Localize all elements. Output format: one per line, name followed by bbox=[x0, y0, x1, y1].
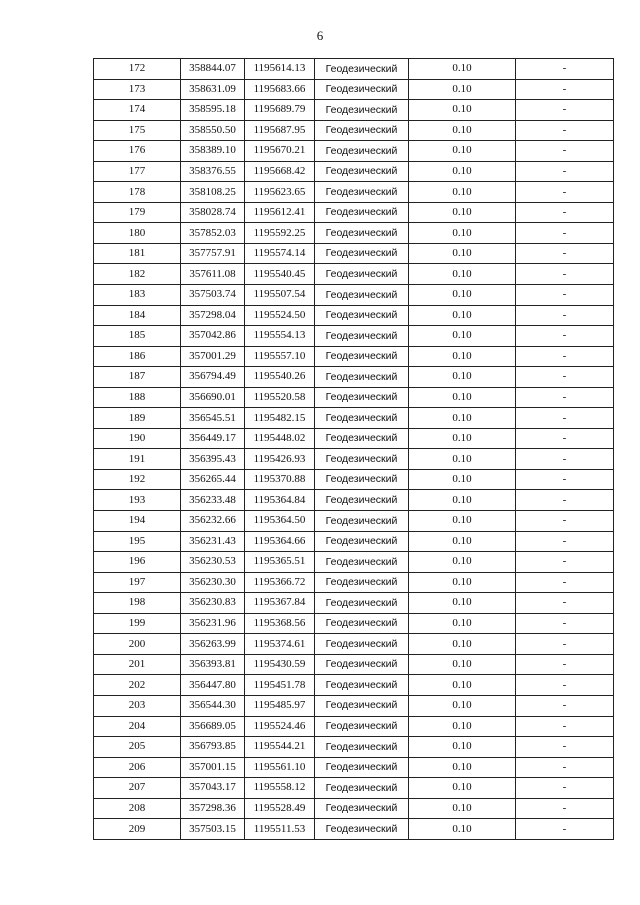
point-number-cell: 174 bbox=[94, 100, 181, 121]
x-coordinate-cell: 357298.04 bbox=[181, 305, 245, 326]
accuracy-cell: 0.10 bbox=[409, 757, 516, 778]
method-cell: Геодезический bbox=[315, 79, 409, 100]
note-cell: - bbox=[516, 243, 614, 264]
table-row bbox=[94, 285, 614, 306]
y-coordinate-cell: 1195374.61 bbox=[245, 634, 315, 655]
note-cell: - bbox=[516, 100, 614, 121]
point-number-cell: 206 bbox=[94, 757, 181, 778]
method-cell: Геодезический bbox=[315, 716, 409, 737]
point-number-cell: 199 bbox=[94, 613, 181, 634]
note-cell: - bbox=[516, 428, 614, 449]
x-coordinate-cell: 356230.53 bbox=[181, 552, 245, 573]
y-coordinate-cell: 1195689.79 bbox=[245, 100, 315, 121]
accuracy-cell: 0.10 bbox=[409, 326, 516, 347]
y-coordinate-cell: 1195668.42 bbox=[245, 161, 315, 182]
x-coordinate-cell: 356544.30 bbox=[181, 695, 245, 716]
method-cell: Геодезический bbox=[315, 141, 409, 162]
note-cell: - bbox=[516, 182, 614, 203]
accuracy-cell: 0.10 bbox=[409, 572, 516, 593]
method-cell: Геодезический bbox=[315, 264, 409, 285]
y-coordinate-cell: 1195540.45 bbox=[245, 264, 315, 285]
coordinates-table bbox=[93, 58, 614, 840]
point-number-cell: 183 bbox=[94, 285, 181, 306]
method-cell: Геодезический bbox=[315, 326, 409, 347]
point-number-cell: 173 bbox=[94, 79, 181, 100]
note-cell: - bbox=[516, 120, 614, 141]
method-cell: Геодезический bbox=[315, 757, 409, 778]
accuracy-cell: 0.10 bbox=[409, 243, 516, 264]
method-cell: Геодезический bbox=[315, 161, 409, 182]
accuracy-cell: 0.10 bbox=[409, 593, 516, 614]
point-number-cell: 176 bbox=[94, 141, 181, 162]
accuracy-cell: 0.10 bbox=[409, 552, 516, 573]
accuracy-cell: 0.10 bbox=[409, 223, 516, 244]
point-number-cell: 191 bbox=[94, 449, 181, 470]
y-coordinate-cell: 1195364.66 bbox=[245, 531, 315, 552]
note-cell: - bbox=[516, 695, 614, 716]
table-row bbox=[94, 593, 614, 614]
method-cell: Геодезический bbox=[315, 182, 409, 203]
table-row bbox=[94, 449, 614, 470]
note-cell: - bbox=[516, 387, 614, 408]
y-coordinate-cell: 1195683.66 bbox=[245, 79, 315, 100]
method-cell: Геодезический bbox=[315, 613, 409, 634]
x-coordinate-cell: 357042.86 bbox=[181, 326, 245, 347]
table-row bbox=[94, 757, 614, 778]
page-number: 6 bbox=[316, 28, 324, 43]
point-number-cell: 194 bbox=[94, 511, 181, 532]
y-coordinate-cell: 1195511.53 bbox=[245, 819, 315, 840]
note-cell: - bbox=[516, 552, 614, 573]
y-coordinate-cell: 1195540.26 bbox=[245, 367, 315, 388]
y-coordinate-cell: 1195592.25 bbox=[245, 223, 315, 244]
note-cell: - bbox=[516, 79, 614, 100]
x-coordinate-cell: 358631.09 bbox=[181, 79, 245, 100]
point-number-cell: 177 bbox=[94, 161, 181, 182]
method-cell: Геодезический bbox=[315, 798, 409, 819]
x-coordinate-cell: 356447.80 bbox=[181, 675, 245, 696]
x-coordinate-cell: 356689.05 bbox=[181, 716, 245, 737]
table-row bbox=[94, 613, 614, 634]
point-number-cell: 203 bbox=[94, 695, 181, 716]
note-cell: - bbox=[516, 346, 614, 367]
method-cell: Геодезический bbox=[315, 778, 409, 799]
table-row bbox=[94, 654, 614, 675]
point-number-cell: 188 bbox=[94, 387, 181, 408]
table-row bbox=[94, 469, 614, 490]
x-coordinate-cell: 357503.15 bbox=[181, 819, 245, 840]
method-cell: Геодезический bbox=[315, 819, 409, 840]
y-coordinate-cell: 1195524.50 bbox=[245, 305, 315, 326]
accuracy-cell: 0.10 bbox=[409, 79, 516, 100]
note-cell: - bbox=[516, 634, 614, 655]
table-row bbox=[94, 716, 614, 737]
x-coordinate-cell: 356231.96 bbox=[181, 613, 245, 634]
table-row bbox=[94, 161, 614, 182]
table-row bbox=[94, 737, 614, 758]
method-cell: Геодезический bbox=[315, 305, 409, 326]
x-coordinate-cell: 357503.74 bbox=[181, 285, 245, 306]
method-cell: Геодезический bbox=[315, 285, 409, 306]
method-cell: Геодезический bbox=[315, 346, 409, 367]
accuracy-cell: 0.10 bbox=[409, 428, 516, 449]
table-row bbox=[94, 387, 614, 408]
note-cell: - bbox=[516, 593, 614, 614]
y-coordinate-cell: 1195482.15 bbox=[245, 408, 315, 429]
table-row bbox=[94, 243, 614, 264]
y-coordinate-cell: 1195554.13 bbox=[245, 326, 315, 347]
accuracy-cell: 0.10 bbox=[409, 798, 516, 819]
x-coordinate-cell: 356233.48 bbox=[181, 490, 245, 511]
table-row bbox=[94, 202, 614, 223]
table-row bbox=[94, 428, 614, 449]
method-cell: Геодезический bbox=[315, 593, 409, 614]
table-row bbox=[94, 634, 614, 655]
point-number-cell: 200 bbox=[94, 634, 181, 655]
y-coordinate-cell: 1195558.12 bbox=[245, 778, 315, 799]
y-coordinate-cell: 1195507.54 bbox=[245, 285, 315, 306]
accuracy-cell: 0.10 bbox=[409, 634, 516, 655]
table-row bbox=[94, 819, 614, 840]
x-coordinate-cell: 356230.83 bbox=[181, 593, 245, 614]
accuracy-cell: 0.10 bbox=[409, 161, 516, 182]
x-coordinate-cell: 356690.01 bbox=[181, 387, 245, 408]
note-cell: - bbox=[516, 367, 614, 388]
x-coordinate-cell: 356265.44 bbox=[181, 469, 245, 490]
note-cell: - bbox=[516, 223, 614, 244]
x-coordinate-cell: 358550.50 bbox=[181, 120, 245, 141]
table-row bbox=[94, 572, 614, 593]
x-coordinate-cell: 356263.99 bbox=[181, 634, 245, 655]
note-cell: - bbox=[516, 202, 614, 223]
note-cell: - bbox=[516, 675, 614, 696]
point-number-cell: 186 bbox=[94, 346, 181, 367]
x-coordinate-cell: 357852.03 bbox=[181, 223, 245, 244]
note-cell: - bbox=[516, 757, 614, 778]
accuracy-cell: 0.10 bbox=[409, 182, 516, 203]
point-number-cell: 181 bbox=[94, 243, 181, 264]
x-coordinate-cell: 358844.07 bbox=[181, 59, 245, 80]
accuracy-cell: 0.10 bbox=[409, 387, 516, 408]
point-number-cell: 205 bbox=[94, 737, 181, 758]
accuracy-cell: 0.10 bbox=[409, 264, 516, 285]
note-cell: - bbox=[516, 141, 614, 162]
table-row bbox=[94, 120, 614, 141]
method-cell: Геодезический bbox=[315, 695, 409, 716]
table-row bbox=[94, 675, 614, 696]
accuracy-cell: 0.10 bbox=[409, 285, 516, 306]
table-row bbox=[94, 182, 614, 203]
table-row bbox=[94, 490, 614, 511]
note-cell: - bbox=[516, 161, 614, 182]
table-row bbox=[94, 511, 614, 532]
table-row bbox=[94, 346, 614, 367]
y-coordinate-cell: 1195614.13 bbox=[245, 59, 315, 80]
point-number-cell: 185 bbox=[94, 326, 181, 347]
method-cell: Геодезический bbox=[315, 572, 409, 593]
method-cell: Геодезический bbox=[315, 737, 409, 758]
table-row bbox=[94, 100, 614, 121]
note-cell: - bbox=[516, 716, 614, 737]
table-row bbox=[94, 79, 614, 100]
x-coordinate-cell: 358595.18 bbox=[181, 100, 245, 121]
x-coordinate-cell: 358376.55 bbox=[181, 161, 245, 182]
method-cell: Геодезический bbox=[315, 243, 409, 264]
method-cell: Геодезический bbox=[315, 202, 409, 223]
x-coordinate-cell: 357001.29 bbox=[181, 346, 245, 367]
point-number-cell: 207 bbox=[94, 778, 181, 799]
point-number-cell: 204 bbox=[94, 716, 181, 737]
method-cell: Геодезический bbox=[315, 100, 409, 121]
accuracy-cell: 0.10 bbox=[409, 737, 516, 758]
accuracy-cell: 0.10 bbox=[409, 531, 516, 552]
y-coordinate-cell: 1195366.72 bbox=[245, 572, 315, 593]
method-cell: Геодезический bbox=[315, 408, 409, 429]
x-coordinate-cell: 356232.66 bbox=[181, 511, 245, 532]
y-coordinate-cell: 1195485.97 bbox=[245, 695, 315, 716]
coordinates-table-body bbox=[94, 59, 614, 840]
method-cell: Геодезический bbox=[315, 59, 409, 80]
note-cell: - bbox=[516, 264, 614, 285]
x-coordinate-cell: 356793.85 bbox=[181, 737, 245, 758]
x-coordinate-cell: 358389.10 bbox=[181, 141, 245, 162]
y-coordinate-cell: 1195368.56 bbox=[245, 613, 315, 634]
note-cell: - bbox=[516, 326, 614, 347]
accuracy-cell: 0.10 bbox=[409, 100, 516, 121]
point-number-cell: 178 bbox=[94, 182, 181, 203]
point-number-cell: 208 bbox=[94, 798, 181, 819]
accuracy-cell: 0.10 bbox=[409, 305, 516, 326]
accuracy-cell: 0.10 bbox=[409, 202, 516, 223]
point-number-cell: 182 bbox=[94, 264, 181, 285]
note-cell: - bbox=[516, 469, 614, 490]
method-cell: Геодезический bbox=[315, 449, 409, 470]
accuracy-cell: 0.10 bbox=[409, 449, 516, 470]
point-number-cell: 197 bbox=[94, 572, 181, 593]
point-number-cell: 193 bbox=[94, 490, 181, 511]
accuracy-cell: 0.10 bbox=[409, 778, 516, 799]
note-cell: - bbox=[516, 511, 614, 532]
note-cell: - bbox=[516, 654, 614, 675]
point-number-cell: 195 bbox=[94, 531, 181, 552]
point-number-cell: 175 bbox=[94, 120, 181, 141]
note-cell: - bbox=[516, 613, 614, 634]
accuracy-cell: 0.10 bbox=[409, 675, 516, 696]
point-number-cell: 198 bbox=[94, 593, 181, 614]
method-cell: Геодезический bbox=[315, 428, 409, 449]
accuracy-cell: 0.10 bbox=[409, 408, 516, 429]
table-row bbox=[94, 326, 614, 347]
x-coordinate-cell: 358108.25 bbox=[181, 182, 245, 203]
x-coordinate-cell: 357757.91 bbox=[181, 243, 245, 264]
table-row bbox=[94, 305, 614, 326]
point-number-cell: 201 bbox=[94, 654, 181, 675]
point-number-cell: 202 bbox=[94, 675, 181, 696]
accuracy-cell: 0.10 bbox=[409, 346, 516, 367]
table-row bbox=[94, 695, 614, 716]
y-coordinate-cell: 1195623.65 bbox=[245, 182, 315, 203]
table-row bbox=[94, 778, 614, 799]
point-number-cell: 180 bbox=[94, 223, 181, 244]
y-coordinate-cell: 1195448.02 bbox=[245, 428, 315, 449]
note-cell: - bbox=[516, 531, 614, 552]
point-number-cell: 192 bbox=[94, 469, 181, 490]
y-coordinate-cell: 1195370.88 bbox=[245, 469, 315, 490]
y-coordinate-cell: 1195528.49 bbox=[245, 798, 315, 819]
accuracy-cell: 0.10 bbox=[409, 695, 516, 716]
point-number-cell: 190 bbox=[94, 428, 181, 449]
x-coordinate-cell: 356794.49 bbox=[181, 367, 245, 388]
x-coordinate-cell: 356231.43 bbox=[181, 531, 245, 552]
note-cell: - bbox=[516, 449, 614, 470]
note-cell: - bbox=[516, 572, 614, 593]
y-coordinate-cell: 1195687.95 bbox=[245, 120, 315, 141]
point-number-cell: 196 bbox=[94, 552, 181, 573]
method-cell: Геодезический bbox=[315, 531, 409, 552]
note-cell: - bbox=[516, 819, 614, 840]
y-coordinate-cell: 1195520.58 bbox=[245, 387, 315, 408]
method-cell: Геодезический bbox=[315, 654, 409, 675]
x-coordinate-cell: 357611.08 bbox=[181, 264, 245, 285]
accuracy-cell: 0.10 bbox=[409, 511, 516, 532]
note-cell: - bbox=[516, 59, 614, 80]
accuracy-cell: 0.10 bbox=[409, 819, 516, 840]
accuracy-cell: 0.10 bbox=[409, 716, 516, 737]
note-cell: - bbox=[516, 305, 614, 326]
method-cell: Геодезический bbox=[315, 469, 409, 490]
x-coordinate-cell: 357001.15 bbox=[181, 757, 245, 778]
note-cell: - bbox=[516, 798, 614, 819]
accuracy-cell: 0.10 bbox=[409, 469, 516, 490]
y-coordinate-cell: 1195364.84 bbox=[245, 490, 315, 511]
x-coordinate-cell: 357043.17 bbox=[181, 778, 245, 799]
point-number-cell: 179 bbox=[94, 202, 181, 223]
method-cell: Геодезический bbox=[315, 223, 409, 244]
y-coordinate-cell: 1195451.78 bbox=[245, 675, 315, 696]
table-row bbox=[94, 367, 614, 388]
method-cell: Геодезический bbox=[315, 511, 409, 532]
y-coordinate-cell: 1195365.51 bbox=[245, 552, 315, 573]
table-row bbox=[94, 798, 614, 819]
y-coordinate-cell: 1195544.21 bbox=[245, 737, 315, 758]
method-cell: Геодезический bbox=[315, 387, 409, 408]
note-cell: - bbox=[516, 778, 614, 799]
point-number-cell: 172 bbox=[94, 59, 181, 80]
y-coordinate-cell: 1195524.46 bbox=[245, 716, 315, 737]
accuracy-cell: 0.10 bbox=[409, 490, 516, 511]
y-coordinate-cell: 1195367.84 bbox=[245, 593, 315, 614]
y-coordinate-cell: 1195557.10 bbox=[245, 346, 315, 367]
table-row bbox=[94, 264, 614, 285]
accuracy-cell: 0.10 bbox=[409, 654, 516, 675]
note-cell: - bbox=[516, 285, 614, 306]
table-row bbox=[94, 141, 614, 162]
y-coordinate-cell: 1195364.50 bbox=[245, 511, 315, 532]
table-row bbox=[94, 552, 614, 573]
x-coordinate-cell: 356449.17 bbox=[181, 428, 245, 449]
table-row bbox=[94, 223, 614, 244]
note-cell: - bbox=[516, 737, 614, 758]
accuracy-cell: 0.10 bbox=[409, 59, 516, 80]
accuracy-cell: 0.10 bbox=[409, 141, 516, 162]
y-coordinate-cell: 1195612.41 bbox=[245, 202, 315, 223]
method-cell: Геодезический bbox=[315, 120, 409, 141]
table-row bbox=[94, 408, 614, 429]
method-cell: Геодезический bbox=[315, 634, 409, 655]
method-cell: Геодезический bbox=[315, 490, 409, 511]
point-number-cell: 209 bbox=[94, 819, 181, 840]
note-cell: - bbox=[516, 408, 614, 429]
method-cell: Геодезический bbox=[315, 367, 409, 388]
y-coordinate-cell: 1195561.10 bbox=[245, 757, 315, 778]
x-coordinate-cell: 357298.36 bbox=[181, 798, 245, 819]
accuracy-cell: 0.10 bbox=[409, 613, 516, 634]
y-coordinate-cell: 1195430.59 bbox=[245, 654, 315, 675]
method-cell: Геодезический bbox=[315, 675, 409, 696]
accuracy-cell: 0.10 bbox=[409, 120, 516, 141]
method-cell: Геодезический bbox=[315, 552, 409, 573]
note-cell: - bbox=[516, 490, 614, 511]
table-row bbox=[94, 531, 614, 552]
y-coordinate-cell: 1195574.14 bbox=[245, 243, 315, 264]
point-number-cell: 187 bbox=[94, 367, 181, 388]
x-coordinate-cell: 356395.43 bbox=[181, 449, 245, 470]
y-coordinate-cell: 1195670.21 bbox=[245, 141, 315, 162]
accuracy-cell: 0.10 bbox=[409, 367, 516, 388]
x-coordinate-cell: 358028.74 bbox=[181, 202, 245, 223]
x-coordinate-cell: 356393.81 bbox=[181, 654, 245, 675]
x-coordinate-cell: 356230.30 bbox=[181, 572, 245, 593]
point-number-cell: 189 bbox=[94, 408, 181, 429]
x-coordinate-cell: 356545.51 bbox=[181, 408, 245, 429]
y-coordinate-cell: 1195426.93 bbox=[245, 449, 315, 470]
point-number-cell: 184 bbox=[94, 305, 181, 326]
table-row bbox=[94, 59, 614, 80]
